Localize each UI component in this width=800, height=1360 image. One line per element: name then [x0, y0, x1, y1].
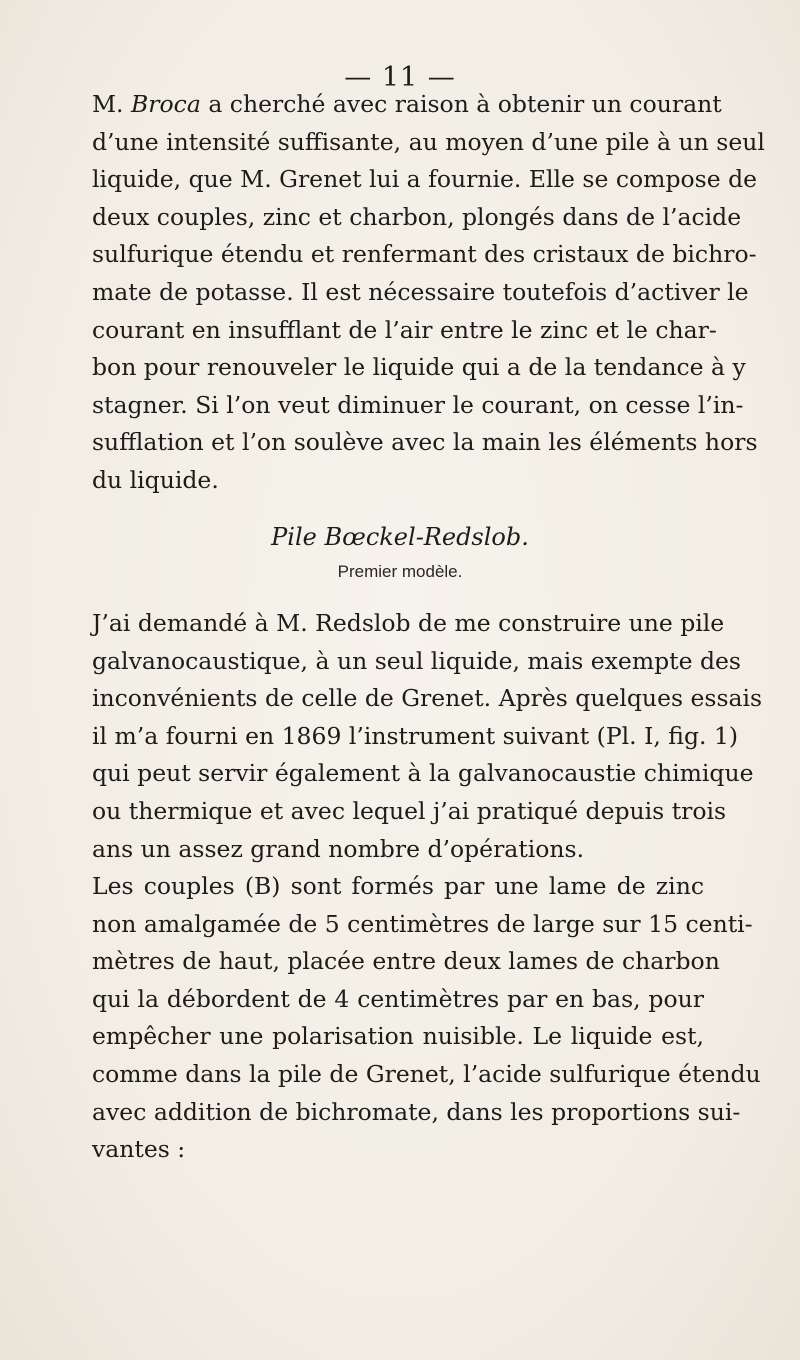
text-line: deux couples, zinc et charbon, plongés dans de l’acide	[92, 202, 742, 231]
text-line	[92, 86, 722, 124]
text-line: stagner. Si l’on veut diminuer le courant, on cesse l’in-	[92, 390, 744, 419]
paragraph-redslob	[92, 605, 763, 868]
text-line: liquide, que M. Grenet lui a fournie. Elle se compose de	[92, 165, 758, 194]
section-title: Pile Bœckel-Redslob.	[271, 523, 529, 551]
text-line: sufflation et l’on soulève avec la main les éléments hors	[92, 428, 758, 457]
text-fragment: a cherché avec raison à obtenir un courant	[200, 90, 722, 118]
section-subtitle: Premier modèle.	[337, 562, 463, 581]
text-line: qui peut servir également à la galvanocaustie chimique	[92, 759, 754, 788]
text-line: ou thermique et avec lequel j’ai pratiqué depuis trois	[92, 796, 727, 825]
text-line: avec addition de bichromate, dans les proportions sui-	[92, 1097, 741, 1126]
paragraph-broca	[92, 86, 765, 500]
text-line: il m’a fourni en 1869 l’instrument suivant (Pl. I, fig. 1)	[92, 721, 739, 750]
text-line: mate de potasse. Il est nécessaire toutefois d’activer le	[92, 277, 749, 306]
text-line: sulfurique étendu et renfermant des cristaux de bichro-	[92, 240, 757, 269]
text-line: mètres de haut, placée entre deux lames de charbon	[92, 947, 720, 976]
text-line: galvanocaustique, à un seul liquide, mais exempte des	[92, 646, 741, 675]
text-line: courant en insufflant de l’air entre le zinc et le char-	[92, 315, 717, 344]
text-line: Les couples (B) sont formés par une lame de zinc	[92, 872, 704, 900]
text-line: du liquide.	[92, 465, 219, 494]
text-line: d’une intensité suffisante, au moyen d’une pile à un seul	[92, 127, 765, 156]
text-line: ans un assez grand nombre d’opérations.	[92, 834, 585, 863]
text-line: vantes :	[92, 1135, 186, 1164]
text-fragment: M.	[92, 90, 132, 118]
text-line: empêcher une polarisation nuisible. Le liquide est,	[92, 1022, 704, 1051]
text-line: inconvénients de celle de Grenet. Après quelques essais	[92, 684, 763, 713]
text-line: comme dans la pile de Grenet, l’acide sulfurique étendu	[92, 1059, 761, 1088]
text-line: qui la débordent de 4 centimètres par en bas, pour	[92, 984, 704, 1013]
author-name: Broca	[131, 90, 201, 118]
text-line: J’ai demandé à M. Redslob de me construire une pile	[92, 609, 725, 637]
text-line: bon pour renouveler le liquide qui a de la tendance à y	[92, 353, 746, 382]
text-line: non amalgamée de 5 centimètres de large sur 15 centi-	[92, 909, 753, 938]
page-number: — 11 —	[344, 62, 456, 93]
paragraph-couples	[92, 868, 761, 1169]
